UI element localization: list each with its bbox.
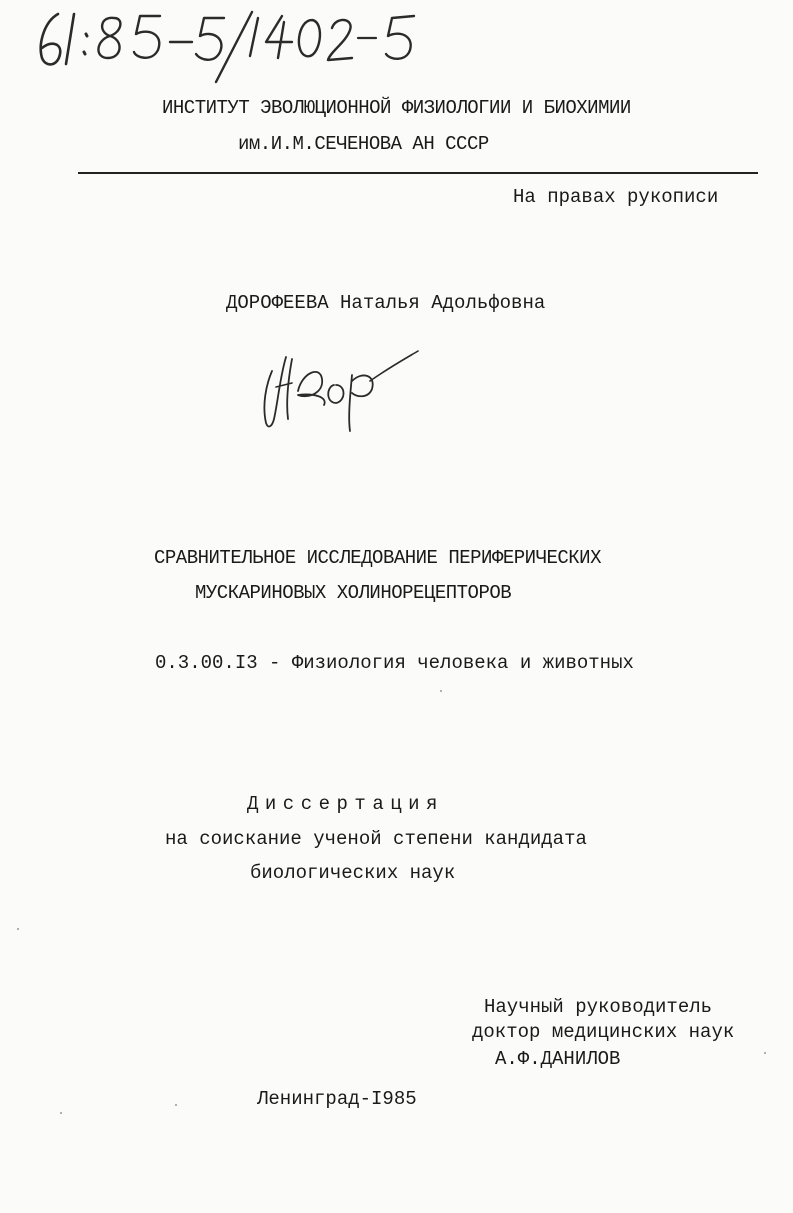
scan-speck: [175, 1104, 177, 1106]
archive-stamp: [30, 8, 430, 88]
scan-speck: [764, 1052, 766, 1054]
dissertation-title-line1: СРАВНИТЕЛЬНОЕ ИССЛЕДОВАНИЕ ПЕРИФЕРИЧЕСКИХ: [154, 547, 601, 569]
degree-line2: на соискание ученой степени кандидата: [165, 828, 587, 850]
scan-speck: [60, 1112, 62, 1114]
supervisor-degree: доктор медицинских наук: [472, 1021, 735, 1043]
specialty-code: 0.3.00.I3 - Физиология человека и животных: [155, 652, 634, 674]
archive-stamp-text: 61:85-5/1402-5: [30, 8, 39, 9]
header-divider: [78, 172, 758, 174]
rights-note: На правах рукописи: [513, 186, 719, 208]
degree-heading: Диссертация: [247, 793, 444, 815]
author-signature: [258, 345, 428, 435]
dissertation-title-line2: МУСКАРИНОВЫХ ХОЛИНОРЕЦЕПТОРОВ: [195, 582, 512, 604]
supervisor-name: А.Ф.ДАНИЛОВ: [495, 1048, 621, 1070]
author-name: ДОРОФЕЕВА Наталья Адольфовна: [226, 292, 546, 314]
scan-speck: [17, 928, 19, 930]
institute-name-line2: им.И.М.СЕЧЕНОВА АН СССР: [238, 133, 489, 155]
author-signature-text: Н.Дор: [258, 345, 262, 346]
institute-name-line1: ИНСТИТУТ ЭВОЛЮЦИОННОЙ ФИЗИОЛОГИИ И БИОХИМИИ: [162, 97, 631, 119]
degree-line3: биологических наук: [250, 862, 456, 884]
scan-speck: [440, 690, 442, 692]
place-year: Ленинград-I985: [257, 1088, 417, 1110]
supervisor-label: Научный руководитель: [484, 996, 713, 1018]
